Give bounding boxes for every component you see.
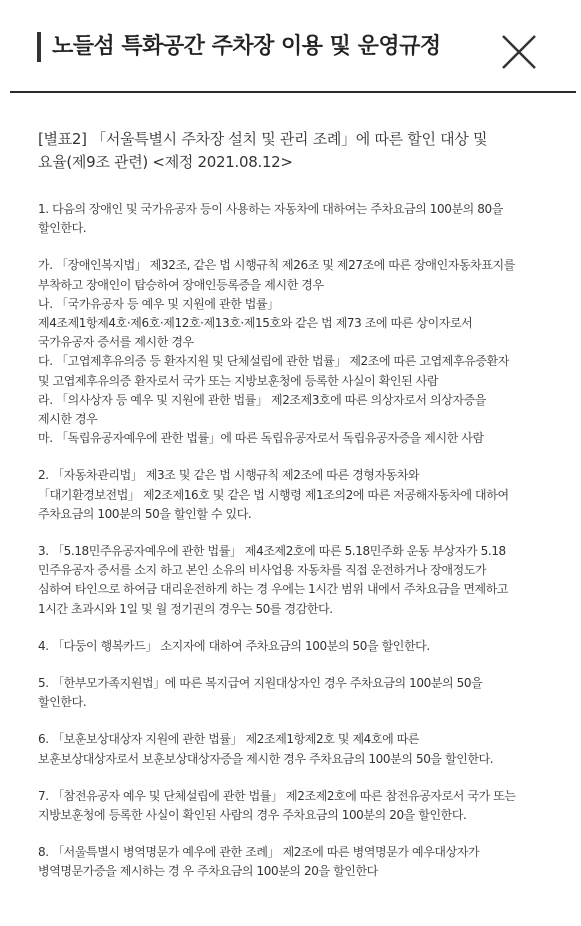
page-title: 노들섬 특화공간 주차장 이용 및 운영규정 (52, 34, 441, 59)
close-button[interactable] (498, 31, 540, 73)
document-body (38, 128, 558, 882)
header-divider (10, 91, 576, 93)
document-subtitle (38, 128, 558, 174)
clause-4: 4. 「다둥이 행복카드」 소지자에 대하여 주차요금의 100분의 50을 할인한다. (38, 638, 430, 653)
clause-8: 8. 「서울특별시 병역명문가 예우에 관한 조례」 제2조에 따른 병역명문가 예우대상자가 병역명문가증을 제시하는 경 우 주차요금의 100분의 20을 할인한다 (38, 845, 480, 879)
close-icon (498, 31, 540, 73)
clause-1-items: 가. 「장애인복지법」 제32조, 같은 법 시행규칙 제26조 및 제27조에 따른 장애인자동차표지를 부착하고 장애인이 탑승하여 장애인등록증을 제시한 경우 나. 「국가유공자 등 예우 및 지원에 관한 법률」 제4조제1항제4호·제6호·제12호·제13호·제15호와 같은 법 제73 조에 따른 상이자로서 국가유공자 증서를 제시한 경우 다. 「고엽제후유의증 등 환자지원 및 단체설립에 관한 법률」 제2조에 따른 고엽제후유증환자 및 고엽제후유의증 환자로서 국가 또는 지방보훈청에 등록한 사실이 확인된 사람 라. 「의사상자 등 예우 및 지원에 관한 법률」 제2조제3호에 따른 의상자로서 의상자증을 제시한 경우 마. 「독립유공자예우에 관한 법률」에 따른 독립유공자로서 독립유공자증을 제시한 사람 (38, 258, 515, 446)
subtitle-line-1: [별표2] 「서울특별시 주차장 설치 및 관리 조례」에 따른 할인 대상 및 (38, 130, 488, 148)
clause-3: 3. 「5.18민주유공자예우에 관한 법률」 제4조제2호에 따른 5.18민주화 운동 부상자가 5.18 민주유공자 증서를 소지 하고 본인 소유의 비사업용 자동차를 직접 운전하거나 장애정도가 심하여 타인으로 하여금 대리운전하게 하는 경 우에는 1시간 범위 내에서 주차요금을 면제하고 1시간 초과시와 1일 및 월 정기권의 경우는 50를 경감한다. (38, 544, 509, 616)
clause-2: 2. 「자동차관리법」 제3조 및 같은 법 시행규칙 제2조에 따른 경형자동차와 「대기환경보전법」 제2조제16호 및 같은 법 시행령 제1조의2에 따른 저공해자동차에 대하여 주차요금의 100분의 50을 할인할 수 있다. (38, 468, 509, 521)
title-accent-bar (37, 32, 41, 62)
header (0, 0, 581, 92)
clause-5: 5. 「한부모가족지원법」에 따른 복지급여 지원대상자인 경우 주차요금의 100분의 50을 할인한다. (38, 676, 483, 710)
clause-6: 6. 「보훈보상대상자 지원에 관한 법률」 제2조제1항제2호 및 제4호에 따른 보훈보상대상자로서 보훈보상대상자증을 제시한 경우 주차요금의 100분의 50을 할인한다. (38, 732, 494, 766)
clause-7: 7. 「참전유공자 예우 및 단체설립에 관한 법률」 제2조제2호에 따른 참전유공자로서 국가 또는 지방보훈청에 등록한 사실이 확인된 사람의 경우 주차요금의 100분의 20을 할인한다. (38, 788, 516, 823)
clause-1: 1. 다음의 장애인 및 국가유공자 등이 사용하는 자동차에 대하여는 주차요금의 100분의 80을 할인한다. (38, 202, 503, 236)
subtitle-line-2: 요율(제9조 관련) <제정 2021.08.12> (38, 153, 293, 171)
